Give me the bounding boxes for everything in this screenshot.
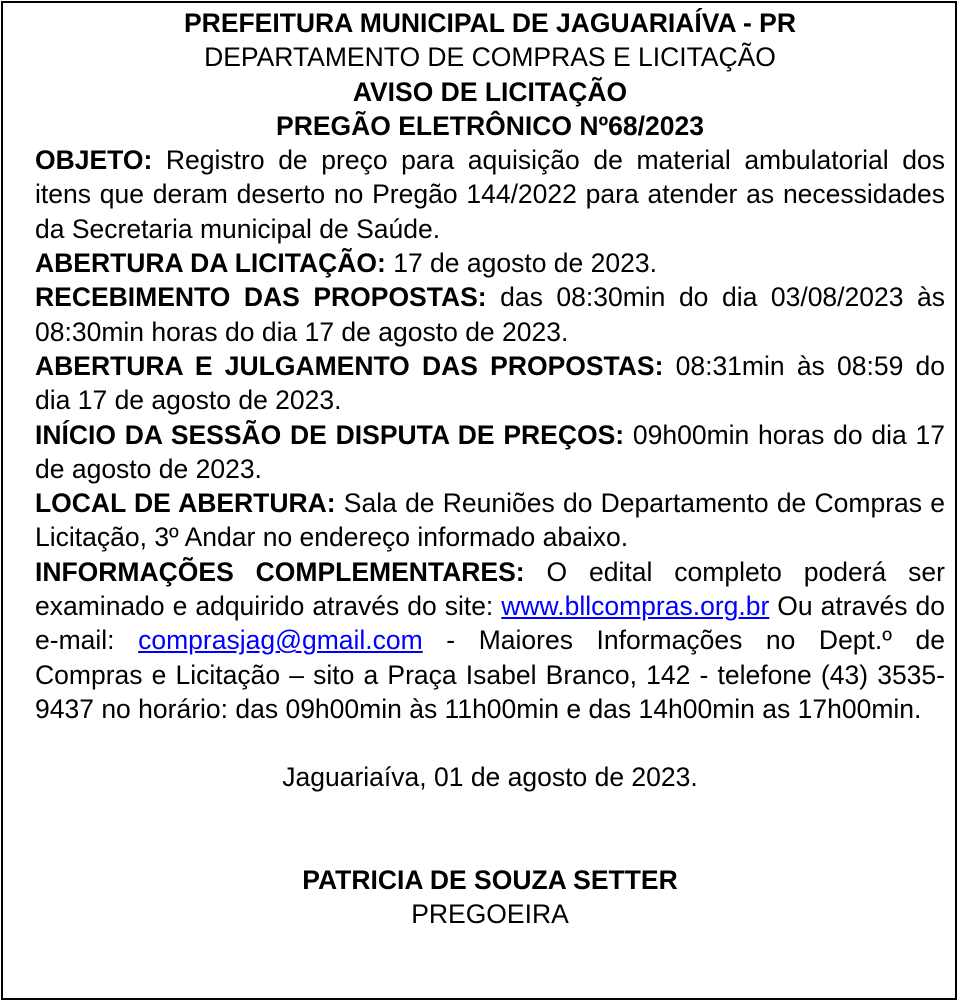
signer-role: PREGOEIRA [411, 898, 569, 929]
section-text: Registro de preço para aquisição de material ambulatorial dos itens que deram deserto no Pregão 144/2022 para atender as necessidades da Secretaria municipal de Saúde. [35, 145, 945, 244]
notice-frame [1, 1, 957, 1000]
section-text: das 08:30min do dia 03/08/2023 às 08:30min horas do dia 17 de agosto de 2023. [35, 282, 946, 347]
notice-document [35, 6, 945, 931]
section-recebimento [35, 280, 945, 349]
section-text: - Maiores Informações no Dept.º de Compras e Licitação – sito a Praça Isabel Branco, 142 - telefone (43) 3535-9437 no horário: das 09h00min às 11h00min e das 14h00min as 17h00min. [35, 625, 945, 724]
section-text: 17 de agosto de 2023. [385, 248, 657, 279]
municipality-title: PREFEITURA MUNICIPAL DE JAGUARIAÍVA - PR [184, 8, 796, 38]
section-inicio-disputa [35, 418, 945, 487]
site-link[interactable]: www.bllcompras.org.br [501, 591, 770, 622]
auction-number: PREGÃO ELETRÔNICO Nº68/2023 [276, 110, 704, 141]
notice-title: AVISO DE LICITAÇÃO [352, 76, 628, 107]
section-label: RECEBIMENTO DAS PROPOSTAS: [35, 282, 487, 313]
section-text: 08:31min às 08:59 do dia 17 de agosto de 2023. [35, 350, 945, 416]
section-julgamento [35, 349, 945, 418]
section-local [35, 486, 945, 555]
section-label: LOCAL DE ABERTURA: [35, 488, 336, 519]
section-text: Ou através do e-mail: [35, 591, 945, 656]
date-line: Jaguariaíva, 01 de agosto de 2023. [282, 762, 698, 793]
section-informacoes [35, 555, 945, 726]
section-label: OBJETO: [35, 145, 153, 176]
section-label: INÍCIO DA SESSÃO DE DISPUTA DE PREÇOS: [35, 419, 625, 450]
section-abertura [35, 246, 945, 280]
section-text: Sala de Reuniões do Departamento de Compras e Licitação, 3º Andar no endereço informado abaixo. [35, 488, 945, 553]
section-objeto [35, 143, 945, 246]
section-text: 09h00min horas do dia 17 de agosto de 2023. [35, 419, 945, 484]
section-label: ABERTURA DA LICITAÇÃO: [35, 248, 386, 279]
email-link[interactable]: comprasjag@gmail.com [138, 625, 423, 656]
section-label: ABERTURA E JULGAMENTO DAS PROPOSTAS: [35, 350, 664, 381]
department-title: DEPARTAMENTO DE COMPRAS E LICITAÇÃO [204, 42, 776, 73]
signer-name: PATRICIA DE SOUZA SETTER [302, 864, 678, 895]
section-label: INFORMAÇÕES COMPLEMENTARES: [35, 556, 525, 587]
section-text: O edital completo poderá ser examinado e adquirido através do site: [35, 556, 945, 622]
